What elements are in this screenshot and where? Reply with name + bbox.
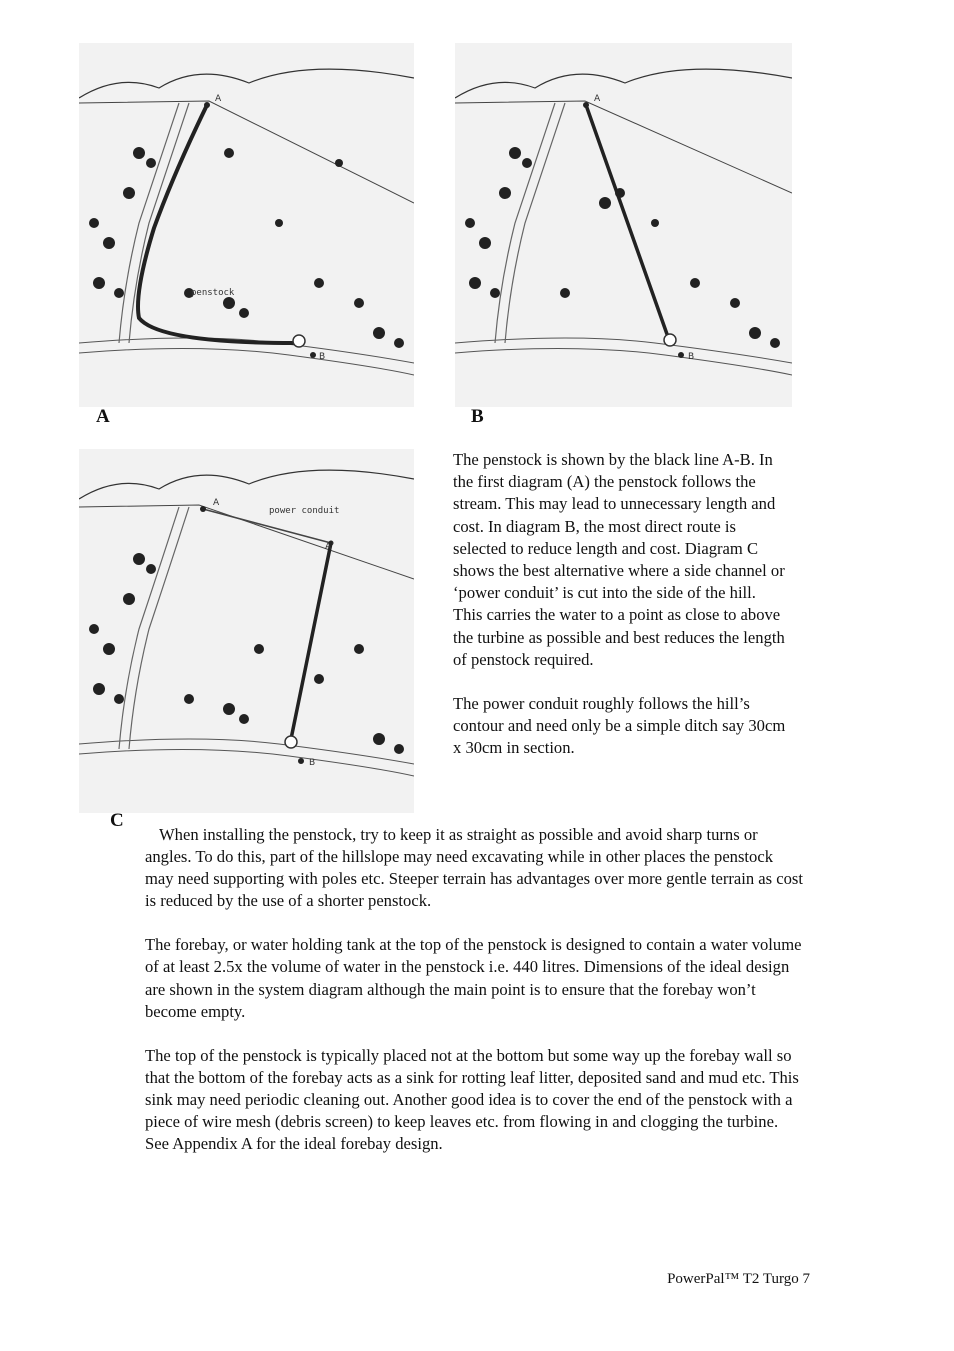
figure-a-penstock-label: penstock: [191, 288, 235, 298]
figure-c-mark-a: A: [213, 498, 220, 508]
body-paragraph-3: The top of the penstock is typically placed not at the bottom but some way up the forebay wall so that the bottom of the forebay acts as a sink for rotting leaf litter, deposited sand and mud etc. This sink may need periodic cleaning out. Another good idea is to cover the end of the penstock with a piece of wire mesh (debris screen) to keep leaves etc. from flowing in and clogging the turbine. See Appendix A for the ideal forebay design.: [145, 1045, 799, 1154]
figure-b-label: B: [471, 406, 484, 427]
figure-c-mark-a2: A': [325, 542, 334, 552]
figure-a-illustration: [79, 43, 414, 407]
figure-b-mark-b: B: [688, 352, 695, 362]
figure-description: [453, 449, 788, 782]
figure-b-illustration: [455, 43, 792, 407]
figure-b-mark-a: A: [594, 94, 601, 104]
body-text: [145, 824, 805, 1177]
figure-c-label: C: [110, 810, 124, 831]
figure-description-paragraph-1: The penstock is shown by the black line A-B. In the first diagram (A) the penstock follows the stream. This may lead to unnecessary length and cost. In diagram B, the most direct route is selected to reduce length and cost. Diagram C shows the best alternative where a side channel or ‘power conduit’ is cut into the side of the hill. This carries the water to a point as close to above the turbine as possible and best reduces the length of penstock required.: [453, 450, 785, 669]
figure-c-mark-b: B: [309, 758, 316, 768]
figure-c-illustration: [79, 449, 414, 813]
figure-a-mark-b: B: [319, 352, 326, 362]
figure-c-conduit-label: power conduit: [269, 506, 340, 516]
figure-description-paragraph-2: The power conduit roughly follows the hill’s contour and need only be a simple ditch say 30cm x 30cm in section.: [453, 694, 786, 758]
body-paragraph-2: The forebay, or water holding tank at the top of the penstock is designed to contain a water volume of at least 2.5x the volume of water in the penstock i.e. 440 litres. Dimensions of the ideal design are shown in the system diagram although the main point is to ensure that the forebay won’t become empty.: [145, 935, 802, 1021]
page-footer: PowerPal™ T2 Turgo 7: [667, 1271, 810, 1287]
body-paragraph-1: When installing the penstock, try to keep it as straight as possible and avoid sharp turns or angles. To do this, part of the hillslope may need excavating while in other places the penstock may need supporting with poles etc. Steeper terrain has advantages over more gentle terrain as cost is reduced by the use of a shorter penstock.: [145, 825, 803, 911]
figure-a-mark-a: A: [215, 94, 222, 104]
figure-a-label: A: [96, 406, 110, 427]
